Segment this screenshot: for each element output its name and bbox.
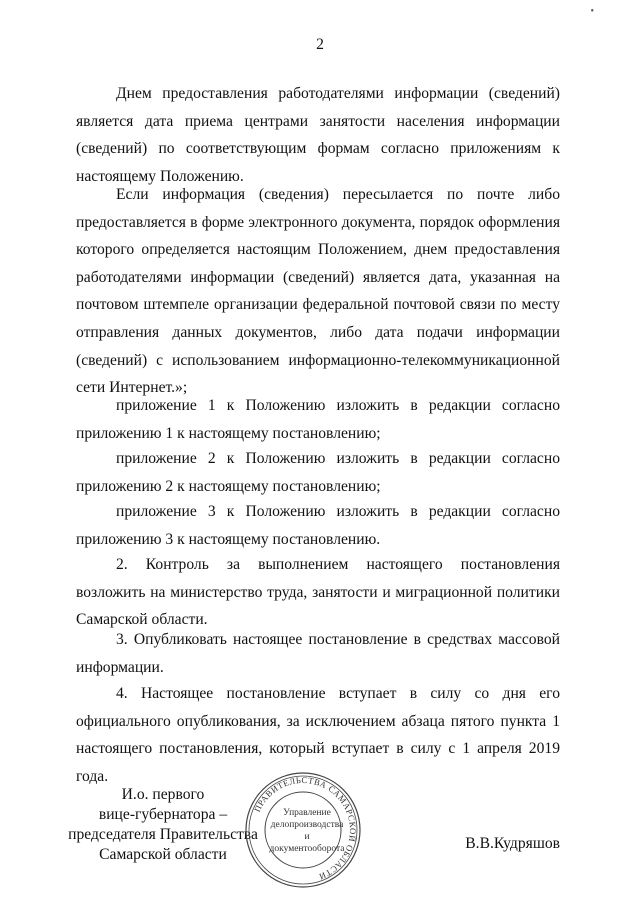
signer-line: И.о. первого [121, 786, 205, 803]
signer-title [60, 785, 266, 865]
paragraph-5: приложение 3 к Положению изложить в редакции согласно приложению 3 к настоящему постановлению. [76, 503, 560, 548]
signer-line: председателя Правительства [68, 826, 258, 843]
signer-name: В.В.Кудряшов [465, 835, 560, 852]
signer-line: вице-губернатора – [98, 806, 228, 823]
paragraph-6: 2. Контроль за выполнением настоящего постановления возложить на министерство труда, занятости и миграционной политики Самарской области. [76, 556, 560, 629]
signer-line: Самарской области [99, 846, 227, 863]
paragraph-7: 3. Опубликовать настоящее постановление в средствах массовой информации. [76, 631, 560, 676]
seal-outer-text: ПРАВИТЕЛЬСТВА САМАРСКОЙ ОБЛАСТИ [251, 774, 359, 883]
seal-inner-line: делопроизводства [270, 820, 344, 830]
paragraph-8: 4. Настоящее постановление вступает в силу со дня его официального опубликования, за исключением абзаца пятого пункта 1 настоящего постановления, который вступает в силу с 1 апреля 2019 года. [76, 685, 560, 785]
seal-inner-line: и документооборота [269, 832, 345, 854]
paragraph-1: Днем предоставления работодателями информации (сведений) является дата приема центрами занятости населения информации (сведений) по соответствующим формам согласно приложениям к настоящему Положению. [76, 85, 560, 185]
seal-inner-line: Управление [283, 808, 331, 818]
page-number: 2 [316, 36, 324, 53]
paragraph-3: приложение 1 к Положению изложить в редакции согласно приложению 1 к настоящему постановлению; [76, 397, 560, 442]
seal-inner-text [268, 807, 346, 855]
scan-speck: • [590, 6, 594, 17]
paragraph-2: Если информация (сведения) пересылается по почте либо предоставляется в форме электронного документа, порядок оформления которого определяется настоящим Положением, днем предоставления работодателями информации (сведений) является дата, указанная на почтовом штемпеле организации федеральной почтовой связи по месту отправления данных документов, либо дата подачи информации (сведений) с использованием информационно-телекоммуникационной сети Интернет.»; [76, 186, 560, 397]
paragraph-4: приложение 2 к Положению изложить в редакции согласно приложению 2 к настоящему постановлению; [76, 450, 560, 495]
